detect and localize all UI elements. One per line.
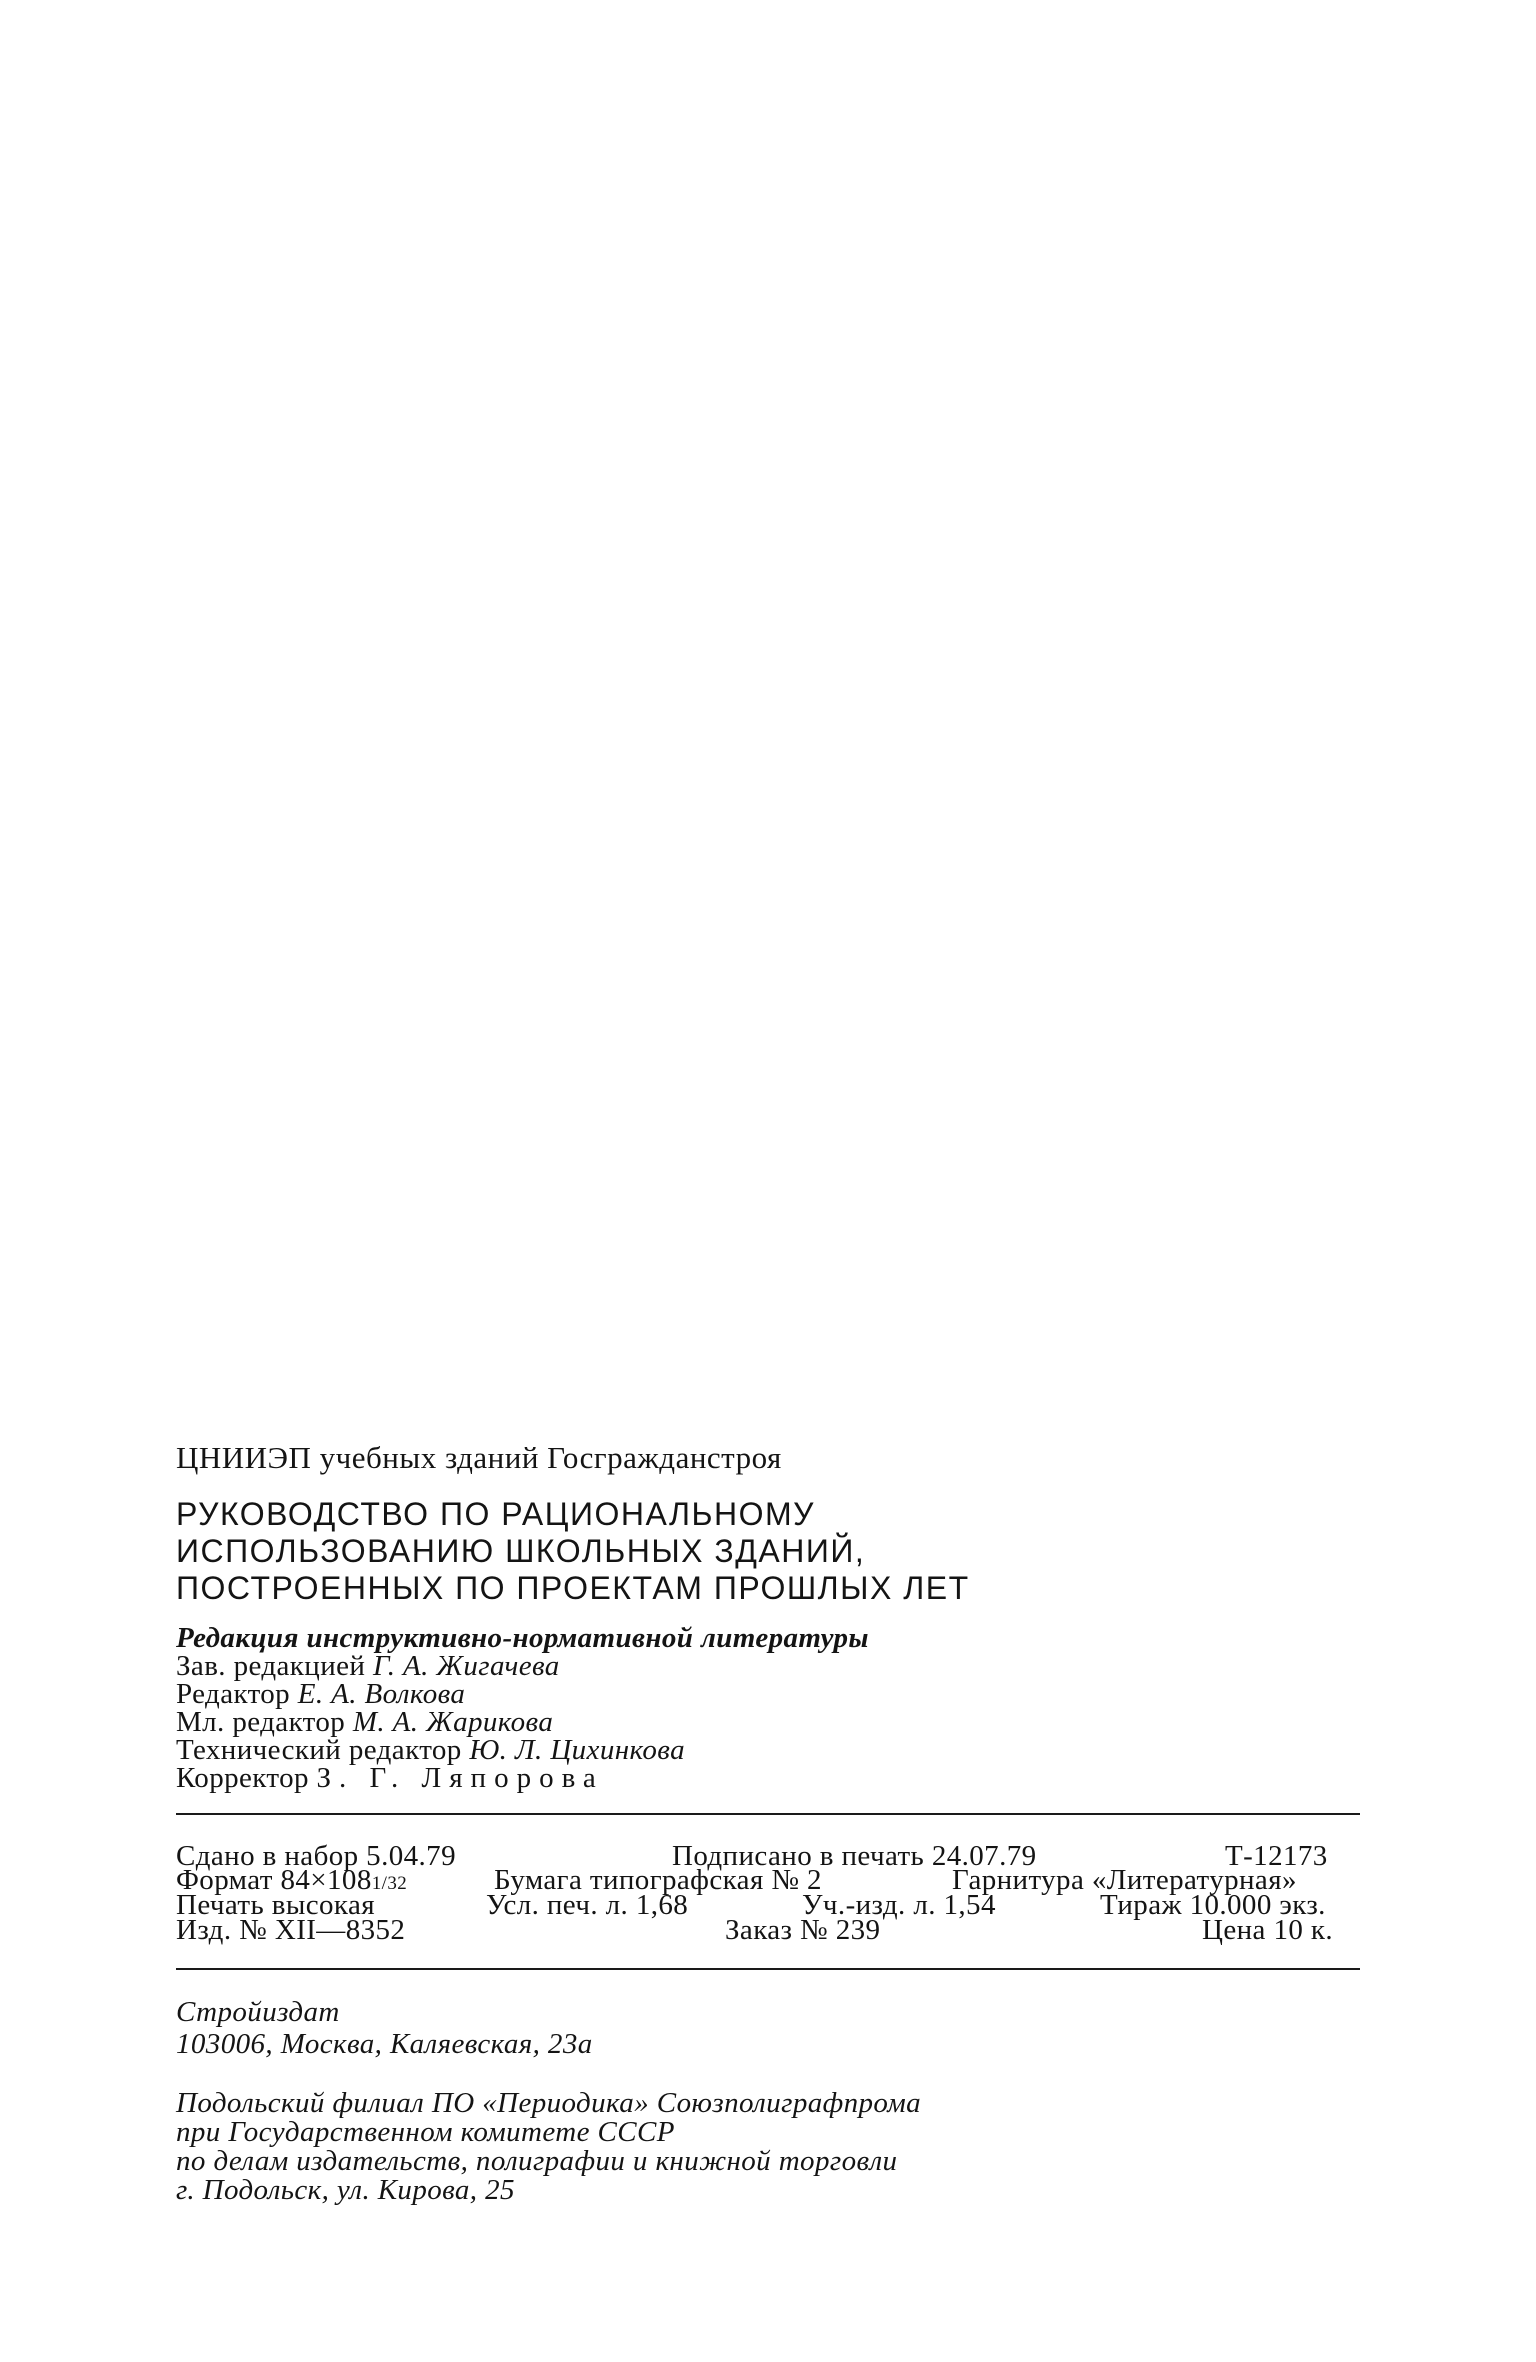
staff-name: З. Г. Ляпорова	[316, 1762, 604, 1794]
imprint-price: Цена 10 к.	[1202, 1914, 1334, 1946]
title-line-1: РУКОВОДСТВО ПО РАЦИОНАЛЬНОМУ	[176, 1496, 815, 1532]
divider-rule	[176, 1813, 1360, 1815]
publisher-address: 103006, Москва, Каляевская, 23а	[176, 2028, 593, 2060]
staff-name: М. А. Жарикова	[352, 1706, 554, 1738]
imprint-signed-date: Подписано в печать 24.07.79	[672, 1840, 1037, 1872]
printer-address: г. Подольск, ул. Кирова, 25	[176, 2174, 515, 2206]
publisher-name: Стройиздат	[176, 1996, 340, 2028]
printer-line: при Государственном комитете СССР	[176, 2116, 675, 2148]
editorial-staff-row	[176, 1652, 560, 1681]
staff-name: Е. А. Волкова	[297, 1678, 466, 1710]
printer-line: Подольский филиал ПО «Периодика» Союзполиграфпрома	[176, 2087, 922, 2119]
imprint-edition-number: Изд. № XII—8352	[176, 1914, 406, 1946]
title-line-2: ИСПОЛЬЗОВАНИЮ ШКОЛЬНЫХ ЗДАНИЙ,	[176, 1533, 866, 1569]
editorial-staff-row	[176, 1680, 465, 1709]
editorial-heading: Редакция инструктивно-нормативной литературы	[176, 1622, 869, 1654]
staff-role: Мл. редактор	[176, 1706, 346, 1738]
imprint-print-run: Тираж 10.000 экз.	[1100, 1889, 1326, 1921]
staff-role: Редактор	[176, 1678, 291, 1710]
imprint-paper: Бумага типографская № 2	[494, 1864, 822, 1896]
imprint-print-sheets: Усл. печ. л. 1,68	[486, 1889, 689, 1921]
imprint-format-value: Формат 84×108	[176, 1864, 372, 1896]
imprint-publisher-sheets: Уч.-изд. л. 1,54	[802, 1889, 996, 1921]
imprint-code: Т-12173	[1225, 1840, 1328, 1872]
staff-name: Г. А. Жигачева	[372, 1650, 560, 1682]
staff-role: Зав. редакцией	[176, 1650, 366, 1682]
title-line-3: ПОСТРОЕННЫХ ПО ПРОЕКТАМ ПРОШЛЫХ ЛЕТ	[176, 1570, 970, 1606]
imprint-typeface: Гарнитура «Литературная»	[952, 1864, 1297, 1896]
imprint-typeset-date: Сдано в набор 5.04.79	[176, 1840, 456, 1872]
imprint-order-number: Заказ № 239	[725, 1914, 881, 1946]
editorial-staff-row	[176, 1736, 685, 1765]
imprint-format-fraction: 1/32	[371, 1873, 408, 1894]
organization-name: ЦНИИЭП учебных зданий Госгражданстроя	[176, 1440, 782, 1475]
divider-rule	[176, 1968, 1360, 1970]
printer-line: по делам издательств, полиграфии и книжной торговли	[176, 2145, 898, 2177]
editorial-staff-row	[176, 1764, 604, 1793]
staff-role: Корректор	[176, 1762, 309, 1794]
staff-name: Ю. Л. Цихинкова	[469, 1734, 685, 1766]
editorial-staff-row	[176, 1708, 553, 1737]
imprint-print-type: Печать высокая	[176, 1889, 375, 1921]
staff-role: Технический редактор	[176, 1734, 462, 1766]
